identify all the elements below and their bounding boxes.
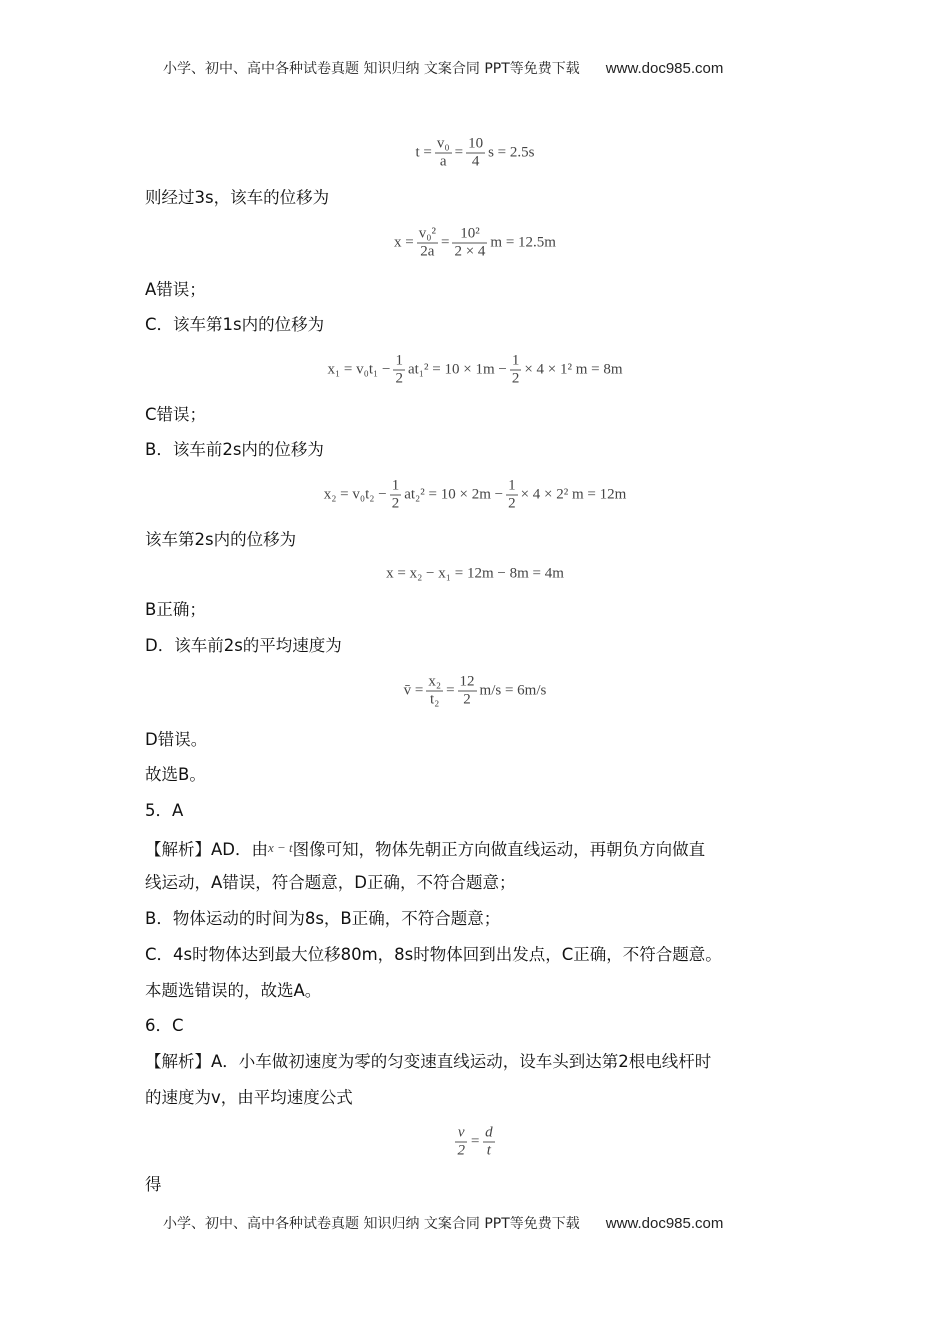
footer-text: 小学、初中、高中各种试卷真题 知识归纳 文案合同 PPT等免费下载 (163, 1216, 580, 1232)
text-line: 该车第2s内的位移为 (145, 530, 297, 549)
text-line: D错误。 (145, 730, 208, 749)
question-answer: 5．A (145, 801, 184, 820)
text-line: A错误； (145, 280, 206, 299)
formula-x2: x₂ = v₀t₂ − $\frac{1}{2}$ at₂² = 10 × 2m − $\frac{1}{2}$ × 4 × 2² m = 12m (323, 477, 627, 512)
text-line: 得 (145, 1175, 162, 1194)
formula-x-second: x = x₂ − x₁ = 12m − 8m = 4m (386, 565, 564, 582)
text-line: 本题选错误的，故选A。 (145, 981, 322, 1000)
text-line: 故选B。 (145, 765, 206, 784)
formula-time: t = $\frac{\text{v₀}}{a}$ = $\frac{10}{4}$ s = 2.5s (415, 135, 535, 170)
text-line: C．4s时物体达到最大位移80m，8s时物体回到出发点，C正确，不符合题意。 (145, 945, 722, 964)
text-line: D．该车前2s的平均速度为 (145, 636, 342, 655)
page-footer (163, 1213, 723, 1233)
question-answer: 6．C (145, 1016, 184, 1035)
formula-avg-speed: $\frac{v}{2}$ = $\frac{d}{t}$ (457, 1124, 493, 1159)
text-line: 【解析】A．小车做初速度为零的匀变速直线运动，设车头到达第2根电线杆时 (145, 1052, 712, 1071)
formula-displacement: x = $\frac{\text{v₀²}}{2a}$ = $\frac{\text{10²}}{2 \times 4}$ m = 12.5m (394, 225, 556, 260)
text-line: B正确； (145, 600, 206, 619)
text-line: B．该车前2s内的位移为 (145, 440, 324, 459)
text-line: 线运动，A错误，符合题意，D正确，不符合题意； (145, 873, 516, 892)
formula-avg-velocity: v̄ = $\frac{\text{x₂}}{\text{t₂}}$ = $\frac{12}{2}$ m/s = 6m/s (403, 673, 547, 708)
text-line: C．该车第1s内的位移为 (145, 315, 325, 334)
text-line: 的速度为v，由平均速度公式 (145, 1088, 353, 1107)
header-text: 小学、初中、高中各种试卷真题 知识归纳 文案合同 PPT等免费下载 (163, 61, 580, 77)
page-header (163, 58, 723, 78)
footer-url: www.doc985.com (605, 1215, 724, 1232)
text-line: 【解析】AD．由x − t图像可知，物体先朝正方向做直线运动，再朝负方向做直 (145, 840, 706, 859)
formula-x1: x₁ = v₀t₁ − $\frac{1}{2}$ at₁² = 10 × 1m − $\frac{1}{2}$ × 4 × 1² m = 8m (327, 352, 623, 387)
header-url: www.doc985.com (605, 60, 724, 77)
text-line: B．物体运动的时间为8s，B正确，不符合题意； (145, 909, 501, 928)
text-line: C错误； (145, 405, 207, 424)
text-line: 则经过3s，该车的位移为 (145, 188, 330, 207)
